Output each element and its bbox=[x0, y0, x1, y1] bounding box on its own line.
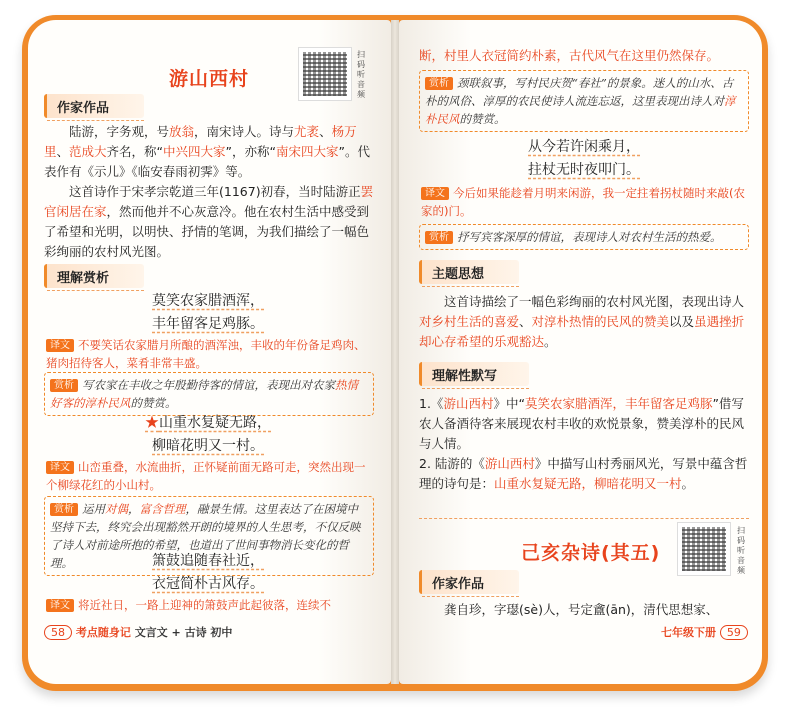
page-number: 58 bbox=[44, 625, 72, 640]
section-heading-author-2: 作家作品 bbox=[419, 570, 519, 594]
page-number-right: 59 bbox=[720, 625, 748, 640]
poem-couplet-2: ★山重水复疑无路， 柳暗花明又一村。 bbox=[145, 415, 271, 454]
qr-code-2[interactable] bbox=[677, 522, 731, 576]
author2-paragraph: 龚自珍，字璱(sè)人，号定盦(ān)，清代思想家、 bbox=[444, 602, 719, 617]
appreciation-2: 赏析 运用对偶，富含哲理，融景生情。这里表达了在困境中坚持下去，终究会出现豁然开朗的境界的人生思考，不仅反映了诗人对前途所抱的希望，也道出了世间事物消长变化的哲理。 bbox=[44, 496, 374, 576]
qr-label: 扫码听音频 bbox=[357, 50, 365, 99]
translation-4: 译文 今后如果能趁着月明来闲游，我一定拄着拐杖随时来敲(农家的)门。 bbox=[421, 186, 745, 218]
divider bbox=[419, 518, 749, 519]
poem-title: 游山西村 bbox=[169, 68, 250, 90]
poem-title-2: 己亥杂诗(其五) bbox=[521, 542, 661, 564]
section-heading-theme: 主题思想 bbox=[419, 260, 519, 284]
translation-3-cont: 断，村里人衣冠简约朴素，古代风气在这里仍然保存。 bbox=[419, 48, 720, 63]
right-page bbox=[399, 20, 762, 684]
appreciation-1: 赏析 写农家在丰收之年殷勤待客的情谊，表现出对农家热情好客的淳朴民风的赞赏。 bbox=[44, 372, 374, 416]
qr-label-2: 扫码听音频 bbox=[737, 526, 745, 575]
star-icon: ★ bbox=[145, 415, 159, 431]
translation-2: 译文 山峦重叠，水流曲折，正怀疑前面无路可走，突然出现一个柳绿花红的小山村。 bbox=[46, 460, 366, 492]
poem-couplet-4: 从今若许闲乘月， 拄杖无时夜叩门。 bbox=[528, 139, 640, 178]
qr-code[interactable] bbox=[298, 47, 352, 101]
author-paragraph-2: 这首诗作于宋孝宗乾道三年(1167)初春，当时陆游正罢官闲居在家，然而他并不心灰意冷。他在农村生活中感受到了希望和光明，以明快、抒情的笔调，为我们描绘了一幅色彩绚丽的农村风光图。 bbox=[44, 184, 374, 259]
dictation-item-1: 1.《游山西村》中“莫笑农家腊酒浑，丰年留客足鸡豚”借写农人备酒待客来展现农村丰收的欢悦景象，赞美淳朴的民风与人情。 bbox=[419, 396, 745, 451]
translation-3: 译文 将近社日，一路上迎神的箫鼓声此起彼落，连续不 bbox=[44, 596, 374, 614]
left-page bbox=[28, 20, 391, 684]
section-heading-appreciation: 理解赏析 bbox=[44, 264, 144, 288]
author-paragraph-1: 陆游，字务观，号放翁，南宋诗人。诗与尤袤、杨万里、范成大齐名，称“中兴四大家”，亦称“南宋四大家”。代表作有《示儿》《临安春雨初霁》等。 bbox=[44, 124, 370, 179]
footer-left: 58 考点随身记 文言文 + 古诗 初中 bbox=[44, 624, 232, 640]
poem-couplet-1: 莫笑农家腊酒浑， 丰年留客足鸡豚。 bbox=[152, 293, 264, 332]
qr-code-icon bbox=[682, 527, 726, 571]
book-spine bbox=[391, 20, 399, 684]
section-heading-dictation: 理解性默写 bbox=[419, 362, 529, 386]
theme-paragraph: 这首诗描绘了一幅色彩绚丽的农村风光图，表现出诗人对乡村生活的喜爱、对淳朴热情的民风的赞美以及虽遇挫折却心存希望的乐观豁达。 bbox=[419, 294, 745, 349]
qr-code-icon bbox=[303, 52, 347, 96]
translation-1: 译文 不要笑话农家腊月所酿的酒浑浊，丰收的年份备足鸡肉、猪肉招待客人，菜肴非常丰盛。 bbox=[46, 338, 366, 370]
appreciation-4: 赏析 抒写宾客深厚的情谊，表现诗人对农村生活的热爱。 bbox=[419, 224, 749, 250]
section-heading-author: 作家作品 bbox=[44, 94, 144, 118]
appreciation-3: 赏析 颈联叙事，写村民庆贺“春社”的景象。迷人的山水、古朴的风俗、淳厚的农民使诗人流连忘返，这里表现出诗人对淳朴民风的赞赏。 bbox=[419, 70, 749, 132]
poem-couplet-3: 箫鼓追随春社近， 衣冠简朴古风存。 bbox=[152, 553, 264, 592]
footer-right: 七年级下册 59 bbox=[661, 624, 748, 640]
dictation-item-2: 2. 陆游的《游山西村》中描写山村秀丽风光，写景中蕴含哲理的诗句是：山重水复疑无路，柳暗花明又一村。 bbox=[419, 456, 748, 491]
